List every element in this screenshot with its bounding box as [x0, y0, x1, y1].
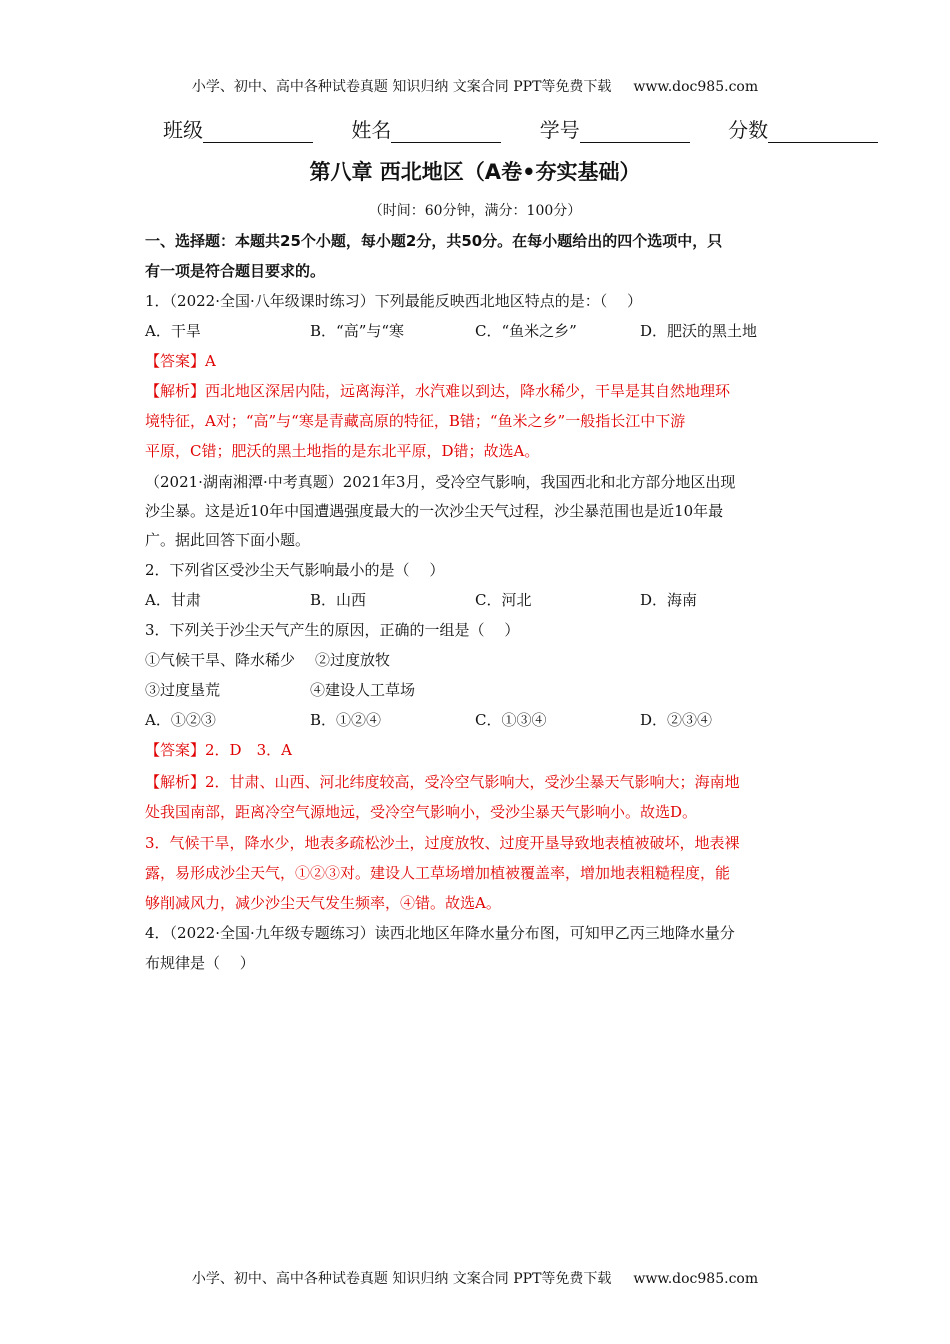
field-score[interactable]: [728, 114, 878, 143]
passage-line3: 广。据此回答下面小题。: [145, 531, 311, 549]
q4-stem-line2: 布规律是（ ）: [145, 954, 255, 972]
q1-option-a[interactable]: A．干旱: [145, 322, 201, 340]
field-student-id[interactable]: [540, 114, 690, 143]
q2-option-d[interactable]: D．海南: [640, 591, 698, 609]
field-student-id-label: 学号: [539, 118, 580, 142]
q2-q3-analysis-line2: 处我国南部，距离冷空气源地远，受冷空气影响小，受沙尘暴天气影响小。故选D。: [145, 803, 698, 821]
q3-option-b[interactable]: B．①②④: [310, 711, 382, 729]
q4-stem-line1: 4．（2022·全国·九年级专题练习）读西北地区年降水量分布图，可知甲乙丙三地降水量分: [145, 924, 735, 942]
passage-line2: 沙尘暴。这是近10年中国遭遇强度最大的一次沙尘天气过程，沙尘暴范围也是近10年最: [145, 502, 724, 520]
field-name-label: 姓名: [351, 118, 392, 142]
field-class-label: 班级: [163, 118, 203, 142]
page-subtitle: （时间：60分钟，满分：100分）: [368, 203, 582, 219]
field-score-label: 分数: [728, 118, 769, 142]
footer-site: www.doc985.com: [633, 1271, 759, 1287]
q3-options: [145, 709, 845, 731]
q2-q3-answer: 【答案】2．D 3．A: [145, 741, 292, 759]
field-score-blank[interactable]: [768, 122, 878, 143]
footer-text: 小学、初中、高中各种试卷真题 知识归纳 文案合同 PPT等免费下载: [191, 1271, 612, 1287]
section-heading-line2: 有一项是符合题目要求的。: [145, 262, 326, 280]
q2-q3-analysis-line5: 够削减风力，减少沙尘天气发生频率，④错。故选A。: [145, 894, 501, 912]
analysis-tag: 【解析】: [145, 773, 206, 791]
q2-options: [145, 589, 845, 611]
q2-q3-analysis-line1: [145, 771, 740, 792]
q2-stem: 2．下列省区受沙尘天气影响最小的是（ ）: [145, 561, 445, 579]
q2-q3-analysis-line3: 3．气候干旱，降水少，地表多疏松沙土，过度放牧、过度开垦导致地表植被破坏，地表裸: [145, 834, 740, 852]
q3-item-1: ①气候干旱、降水稀少: [145, 651, 296, 669]
q3-option-d[interactable]: D．②③④: [640, 711, 713, 729]
q1-stem: 1．（2022·全国·八年级课时练习）下列最能反映西北地区特点的是：（ ）: [145, 292, 643, 310]
field-student-id-blank[interactable]: [580, 122, 690, 143]
q1-option-b[interactable]: B．“高”与“寒: [310, 322, 405, 340]
q2-option-b[interactable]: B．山西: [310, 591, 367, 609]
q1-option-c[interactable]: C．“鱼米之乡”: [475, 322, 577, 340]
q2-option-c[interactable]: C．河北: [475, 591, 532, 609]
q3-items-row1: [145, 649, 745, 671]
q3-items-row2: [145, 679, 745, 701]
q3-item-2: ②过度放牧: [315, 651, 391, 669]
q3-option-a[interactable]: A．①②③: [145, 711, 216, 729]
q2-analysis-text: 2．甘肃、山西、河北纬度较高，受冷空气影响大，受沙尘暴天气影响大；海南地: [205, 773, 740, 791]
page-header: [0, 76, 950, 96]
q2-option-a[interactable]: A．甘肃: [145, 591, 201, 609]
q1-answer: 【答案】A: [145, 352, 216, 370]
q1-analysis-line2: 境特征，A对；“高”与“寒是青藏高原的特征，B错；“鱼米之乡”一般指长江中下游: [145, 412, 686, 430]
q1-analysis-text: 西北地区深居内陆，远离海洋，水汽难以到达，降水稀少，干旱是其自然地理环: [205, 382, 731, 400]
field-name[interactable]: [351, 114, 501, 143]
field-class-blank[interactable]: [203, 122, 313, 143]
section-heading-line1: 一、选择题：本题共25个小题，每小题2分，共50分。在每小题给出的四个选项中，只: [145, 232, 723, 250]
header-text: 小学、初中、高中各种试卷真题 知识归纳 文案合同 PPT等免费下载: [191, 79, 612, 95]
q1-option-d[interactable]: D．肥沃的黑土地: [640, 322, 758, 340]
page-footer: [0, 1268, 950, 1288]
q1-options: [145, 320, 845, 342]
passage-line1: （2021·湖南湘潭·中考真题）2021年3月，受冷空气影响，我国西北和北方部分地区出现: [145, 473, 736, 491]
analysis-tag: 【解析】: [145, 382, 206, 400]
q3-option-c[interactable]: C．①③④: [475, 711, 547, 729]
q1-analysis-line3: 平原，C错；肥沃的黑土地指的是东北平原，D错；故选A。: [145, 442, 540, 460]
student-info-fields: [163, 114, 878, 143]
q1-analysis-line1: [145, 380, 730, 401]
field-name-blank[interactable]: [391, 122, 501, 143]
q3-stem: 3．下列关于沙尘天气产生的原因，正确的一组是（ ）: [145, 621, 520, 639]
header-site: www.doc985.com: [633, 79, 759, 95]
page-title: 第八章 西北地区（A卷•夯实基础）: [309, 160, 641, 184]
q2-q3-analysis-line4: 露，易形成沙尘天气，①②③对。建设人工草场增加植被覆盖率，增加地表粗糙程度，能: [145, 864, 731, 882]
q3-item-4: ④建设人工草场: [310, 681, 416, 699]
field-class[interactable]: [163, 114, 313, 143]
q3-item-3: ③过度垦荒: [145, 681, 221, 699]
